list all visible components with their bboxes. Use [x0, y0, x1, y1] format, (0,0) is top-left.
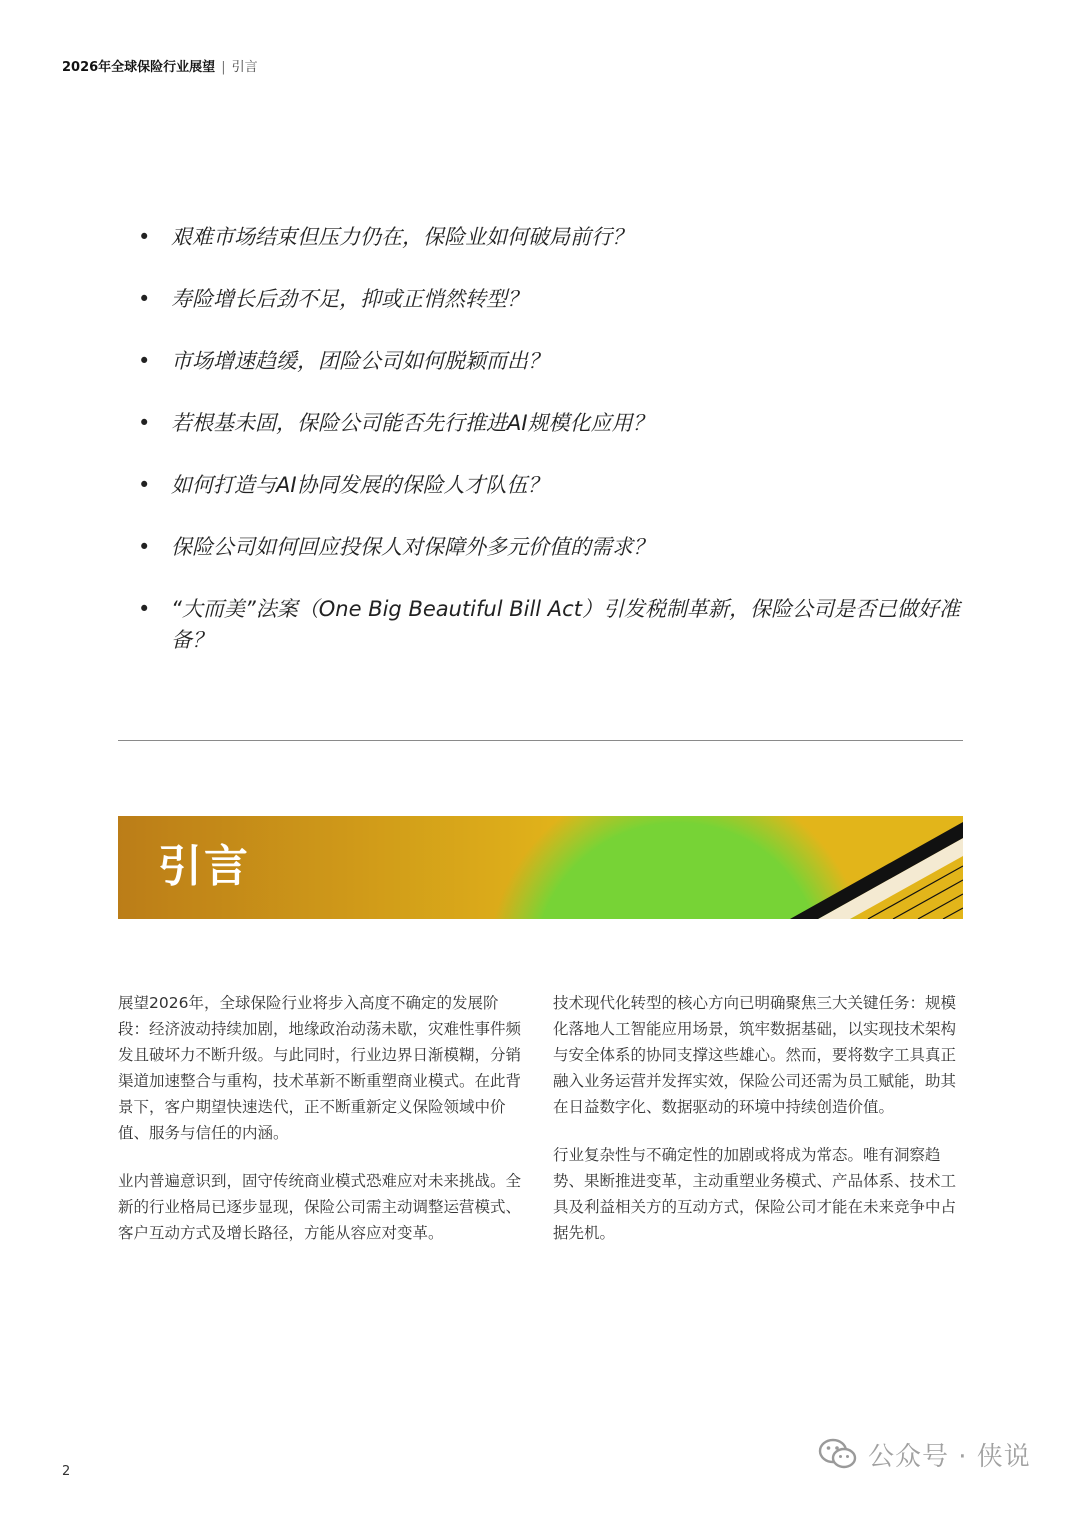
question-text: “大而美”法案（One Big Beautiful Bill Act）引发税制革新，保险公司是否已做好准备？: [171, 597, 960, 652]
bullet-icon: •: [138, 225, 151, 249]
wechat-icon: [818, 1437, 858, 1471]
question-list: [138, 222, 968, 687]
paragraph: 业内普遍意识到，固守传统商业模式恐难应对未来挑战。全新的行业格局已逐步显现，保险公司需主动调整运营模式、客户互动方式及增长路径，方能从容应对变革。: [118, 1172, 522, 1242]
question-item: [138, 470, 968, 501]
bullet-icon: •: [138, 597, 151, 621]
question-item: [138, 594, 968, 656]
bullet-icon: •: [138, 411, 151, 435]
body-column-right: [553, 990, 958, 1268]
section-divider: [118, 740, 963, 741]
question-item: [138, 222, 968, 253]
page-number: 2: [62, 1464, 71, 1479]
question-item: [138, 532, 968, 563]
question-item: [138, 284, 968, 315]
paragraph: 行业复杂性与不确定性的加剧或将成为常态。唯有洞察趋势、果断推进变革，主动重塑业务模式、产品体系、技术工具及利益相关方的互动方式，保险公司才能在未来竞争中占据先机。: [553, 1146, 957, 1242]
bullet-icon: •: [138, 535, 151, 559]
watermark-text: 公众号 · 侠说: [868, 1441, 1031, 1472]
question-text: 保险公司如何回应投保人对保障外多元价值的需求？: [171, 535, 654, 559]
paragraph: 展望2026年，全球保险行业将步入高度不确定的发展阶段：经济波动持续加剧，地缘政治动荡未歇，灾难性事件频发且破坏力不断升级。与此同时，行业边界日渐模糊，分销渠道加速整合与重构，技术革新不断重塑商业模式。在此背景下，客户期望快速迭代，正不断重新定义保险领域中价值、服务与信任的内涵。: [118, 994, 522, 1142]
bullet-icon: •: [138, 287, 151, 311]
question-item: [138, 408, 968, 439]
question-item: [138, 346, 968, 377]
section-banner: [118, 816, 963, 919]
body-column-left: [118, 990, 523, 1268]
bullet-icon: •: [138, 349, 151, 373]
running-header: [62, 60, 258, 76]
document-title: 2026年全球保险行业展望: [62, 60, 216, 75]
watermark: [818, 1434, 1031, 1474]
section-name: 引言: [231, 60, 258, 75]
question-text: 如何打造与AI协同发展的保险人才队伍？: [171, 473, 549, 497]
question-text: 寿险增长后劲不足，抑或正悄然转型？: [171, 287, 528, 311]
question-text: 若根基未固，保险公司能否先行推进AI规模化应用？: [171, 411, 654, 435]
bullet-icon: •: [138, 473, 151, 497]
header-separator: |: [221, 60, 226, 75]
banner-title: 引言: [158, 841, 250, 892]
question-text: 市场增速趋缓，团险公司如何脱颖而出？: [171, 349, 549, 373]
question-text: 艰难市场结束但压力仍在，保险业如何破局前行？: [171, 225, 633, 249]
paragraph: 技术现代化转型的核心方向已明确聚焦三大关键任务：规模化落地人工智能应用场景，筑牢数据基础，以实现技术架构与安全体系的协同支撑这些雄心。然而，要将数字工具真正融入业务运营并发挥实效，保险公司还需为员工赋能，助其在日益数字化、数据驱动的环境中持续创造价值。: [553, 994, 957, 1116]
